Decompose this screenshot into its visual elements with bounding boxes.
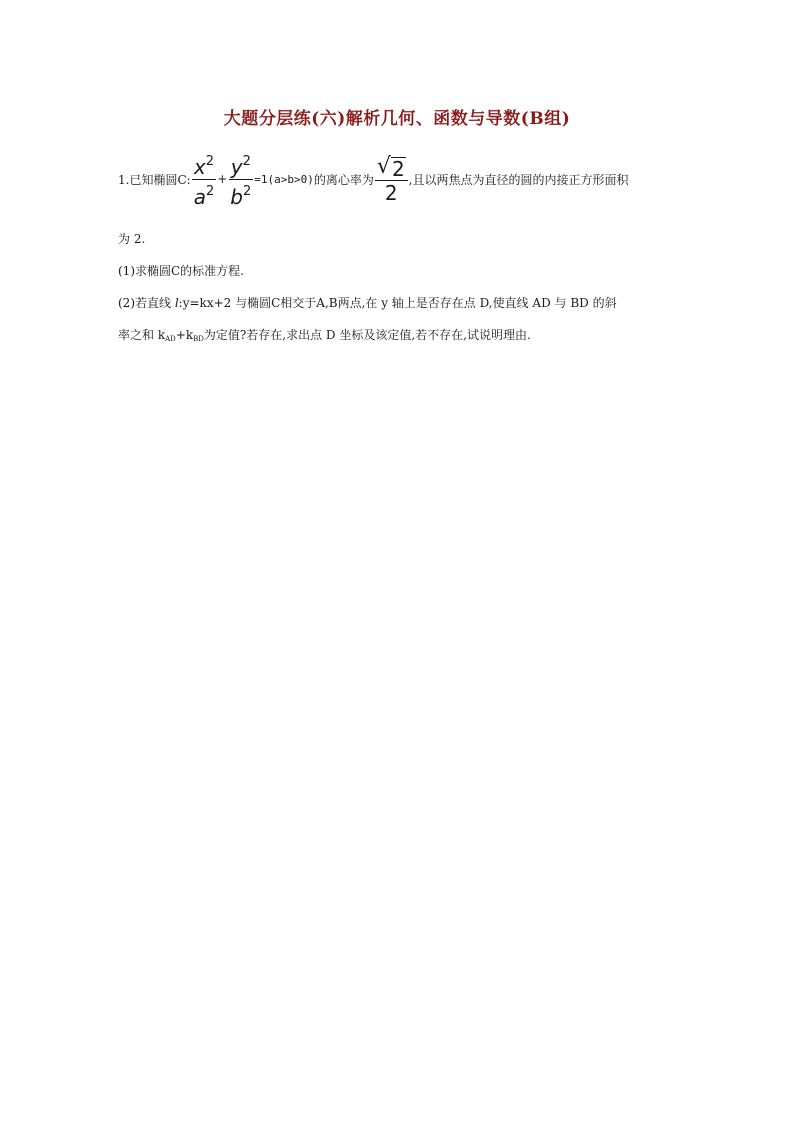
frac2-den-var: b [230,184,243,209]
sqrt-expression [377,155,406,180]
eccentricity-text: 的离心率为 [313,172,374,187]
frac1-den-exp: 2 [205,183,215,199]
question-1-suffix: ,且以两焦点为直径的圆的内接正方形面积 [408,172,629,187]
frac1-den-var: a [193,184,206,209]
plus-sign: + [217,172,228,186]
sqrt-sign-icon: √ [376,153,391,179]
subscript-bd: BD [193,335,204,343]
question-1-line-2: 为 2. [118,232,146,246]
subscript-ad: AD [165,335,176,343]
fraction-sqrt2-over-2 [375,154,408,205]
frac3-den: 2 [384,180,398,205]
question-1-part-3: 率之和 $k_{AD}+k_{BD}$为定值?若存在,求出点 D 坐标及该定值,若不存在,试说明理由. [118,328,531,343]
question-1-part-2: (2)若直线 l:y=kx+2 与椭圆C相交于A,B两点,在 y 轴上是否存在点 D,使直线 AD 与 BD 的斜 [118,296,617,310]
fraction-x2-over-a2 [192,150,217,209]
fraction-y2-over-b2 [228,150,253,209]
document-title: 大题分层练(六)解析几何、函数与导数(B组) [223,109,571,129]
question-1-prefix: 1.已知椭圆C: [118,172,191,187]
frac2-num-var: y [230,154,243,179]
question-1-part-1: (1)求椭圆C的标准方程. [118,264,244,278]
frac1-num-exp: 2 [205,153,215,169]
sqrt-radicand: 2 [391,156,405,181]
frac2-den-exp: 2 [243,183,252,199]
frac2-num-exp: 2 [242,153,251,169]
question-1-line-1 [118,148,629,210]
equals-condition: =1(a>b>0) [254,172,314,186]
frac1-num-var: x [193,154,206,179]
line-l-symbol: l [174,296,179,310]
